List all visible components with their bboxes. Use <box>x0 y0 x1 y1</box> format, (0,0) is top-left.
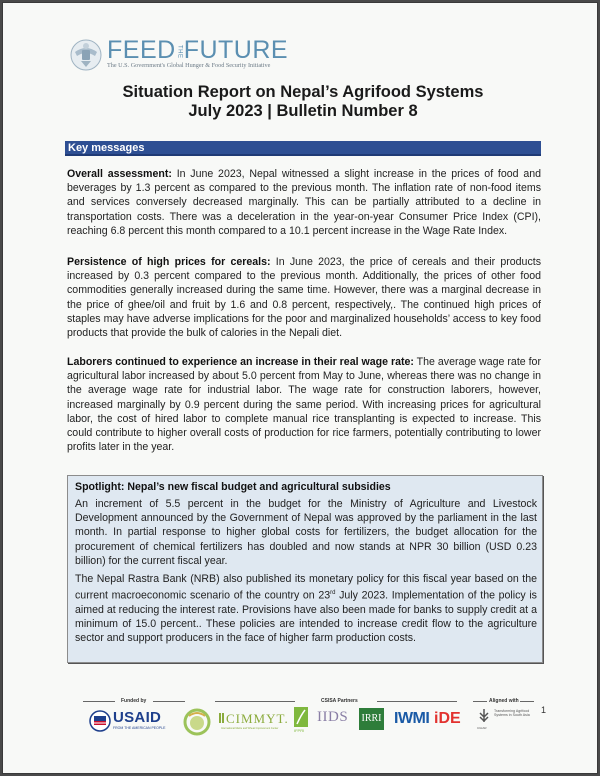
divider <box>83 701 115 702</box>
key-message-text: The average wage rate for agricultural labor increased by about 5.0 percent from May to June, whereas there was no change in the average wage rate for industrial labor. The wage rate for construction laborers, however, increased marginally by 0.9 percent during the same period. With increasing prices for agricultural labor, the cost of hired labor to complete manual rice transplanting is expected to increase. This could contribute to higher overall costs of production for rice farmers, potentially contributing to lower profits later in the year. <box>67 356 541 454</box>
usaid-seal-icon <box>89 710 111 732</box>
spotlight-paragraph-budget: An increment of 5.5 percent in the budget for the Ministry of Agriculture and Livestock Development announced by the Government of Nepal was approved by the parliament in the last month. In partial response to higher global costs for fertilizers, the budget allocation for the procurement of chemical fertilizers has doubled and now stands at NPR 30 billion (USD 0.23 billion) for the current fiscal year. <box>75 498 537 567</box>
key-message-text: In June 2023, the price of cereals and their products increased by 0.3 percent compared to the previous month. Additionally, the prices of other food commodities generally increased during the same time. However, there was a marginal decrease in the price of ghee/oil and fruit by 1.6 and 0.8 percent, respectively,. The continued high prices of staples may have adverse implications for the poor and marginalized households’ access to key food products that provide the bulk of calories in the Nepali diet. <box>67 256 541 340</box>
logo-text-feed: FEED <box>107 36 176 64</box>
cgiar-wheat-icon <box>477 708 491 724</box>
report-title: Situation Report on Nepal’s Agrifood Systems <box>122 83 484 101</box>
document-page <box>2 2 598 774</box>
logo-wordmark <box>107 36 288 65</box>
key-message-wages <box>67 355 541 454</box>
cimmyt-tagline: International Maize and Wheat Improvement Center <box>221 727 279 730</box>
spotlight-text: The Nepal Rastra Bank (NRB) also published its monetary policy for this fiscal year based on the current macroeconomic scenario of the country on 23 <box>75 573 537 602</box>
ordinal-suffix: rd <box>330 590 336 597</box>
divider <box>377 701 457 702</box>
key-message-lead: Persistence of high prices for cereals: <box>67 256 271 268</box>
key-message-lead: Overall assessment: <box>67 168 172 180</box>
cimmyt-bars-icon <box>219 713 224 723</box>
cgiar-tagline: Transforming Agrifood Systems in South Asia <box>494 709 530 718</box>
report-subtitle: July 2023 | Bulletin Number 8 <box>188 102 418 120</box>
key-messages-heading: Key messages <box>65 141 541 156</box>
logo-text-future: FUTURE <box>183 36 289 64</box>
usaid-logo: USAID <box>113 709 162 726</box>
cimmyt-text: CIMMYT. <box>226 711 289 726</box>
ifpri-leaf-icon <box>294 707 308 727</box>
divider <box>520 701 534 702</box>
page-number: 1 <box>541 705 547 715</box>
divider <box>215 701 295 702</box>
logo-tagline: The U.S. Government's Global Hunger & Food Security Initiative <box>107 62 271 69</box>
key-message-overall <box>67 167 541 238</box>
feed-the-future-logo <box>69 36 289 74</box>
us-seal-icon <box>69 38 103 72</box>
spotlight-text: July 2023. Implementation of the policy is aimed at reducing the interest rate. Provisions have also been made for banks to supply credit at a minimum of 15.0 percent.. These policies are intended to increase credit flow to the agriculture sector and support producers in the face of higher farm production costs. <box>75 589 537 645</box>
spotlight-box <box>67 475 543 663</box>
iids-logo: IIDS <box>317 709 349 725</box>
irri-logo: IRRI <box>359 708 384 730</box>
divider <box>473 701 487 702</box>
aligned-with-label: Aligned with <box>489 698 519 704</box>
spotlight-title: Spotlight: Nepal’s new fiscal budget and agricultural subsidies <box>75 481 391 493</box>
ifpri-label: IFPRI <box>294 728 305 733</box>
csisa-logo-icon <box>183 708 211 736</box>
cgiar-label: CGIAR <box>477 726 487 730</box>
spotlight-paragraph-nrb <box>75 572 537 646</box>
cimmyt-logo <box>219 711 289 727</box>
key-message-text: In June 2023, Nepal witnessed a slight increase in the prices of food and beverages by 1.3 percent as compared to the previous month. The inflation rate of non-food items and services conversely decreased marginally. This can be partially attributed to a decline in transportation costs. There was a deceleration in the year-on-year Consumer Price Index (CPI), reaching 6.8 percent this month compared to a 10.1 percent increase in the Wage Rate Index. <box>67 168 541 237</box>
key-message-lead: Laborers continued to experience an increase in their real wage rate: <box>67 356 414 368</box>
partner-footer <box>3 698 600 748</box>
key-message-cereals <box>67 255 541 340</box>
logo-text-the: THE <box>176 44 183 59</box>
ide-logo: iDE <box>434 710 461 727</box>
csisa-partners-label: CSISA Partners <box>321 698 358 704</box>
usaid-tagline: FROM THE AMERICAN PEOPLE <box>113 726 166 730</box>
iwmi-logo: IWMI <box>394 710 430 727</box>
funded-by-label: Funded by <box>121 698 147 704</box>
divider <box>153 701 185 702</box>
